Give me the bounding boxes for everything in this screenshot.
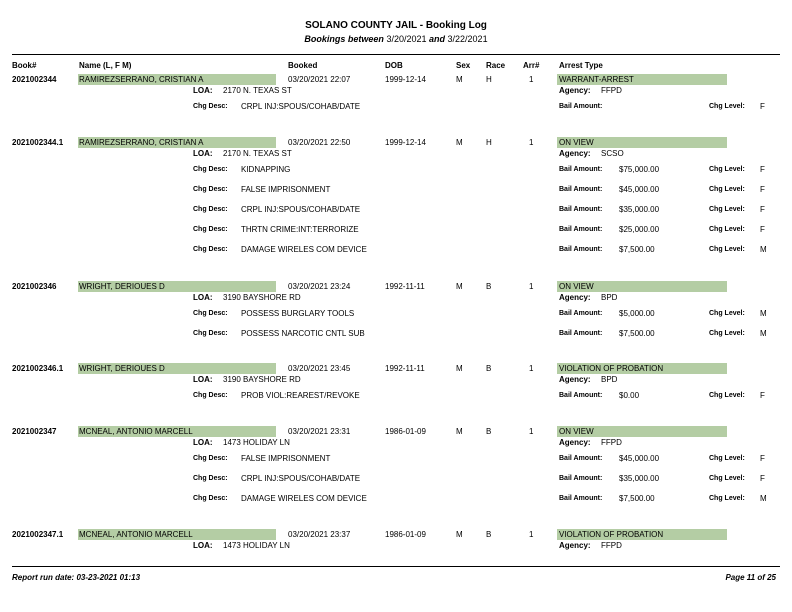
charge-level-label: Chg Level: bbox=[709, 455, 745, 462]
charge-desc-label: Chg Desc: bbox=[193, 103, 228, 110]
bail-amount: $7,500.00 bbox=[619, 245, 655, 254]
col-book: Book# bbox=[12, 61, 37, 70]
agency-value: SCSO bbox=[601, 149, 624, 158]
loa-address: 2170 N. TEXAS ST bbox=[223, 149, 292, 158]
inmate-name: WRIGHT, DERIOUES D bbox=[79, 364, 165, 373]
arrest-count: 1 bbox=[529, 364, 534, 373]
charge-level: M bbox=[760, 245, 767, 254]
col-race: Race bbox=[486, 61, 506, 70]
agency-value: BPD bbox=[601, 375, 618, 384]
charge-level-label: Chg Level: bbox=[709, 166, 745, 173]
charge-description: POSSESS NARCOTIC CNTL SUB bbox=[241, 329, 365, 338]
booked-datetime: 03/20/2021 23:37 bbox=[288, 530, 351, 539]
subtitle-prefix: Bookings between bbox=[304, 34, 384, 44]
inmate-name: MCNEAL, ANTONIO MARCELL bbox=[79, 427, 193, 436]
arrest-count: 1 bbox=[529, 75, 534, 84]
date-to: 3/22/2021 bbox=[447, 34, 488, 44]
charge-description: CRPL INJ:SPOUS/COHAB/DATE bbox=[241, 102, 361, 111]
charge-description: CRPL INJ:SPOUS/COHAB/DATE bbox=[241, 205, 361, 214]
agency-label: Agency: bbox=[559, 149, 591, 158]
charge-level: M bbox=[760, 494, 767, 503]
charge-level: F bbox=[760, 165, 765, 174]
charge-level-label: Chg Level: bbox=[709, 392, 745, 399]
bail-amount: $25,000.00 bbox=[619, 225, 660, 234]
agency-label: Agency: bbox=[559, 86, 591, 95]
footer-divider bbox=[12, 566, 780, 567]
col-dob: DOB bbox=[385, 61, 403, 70]
charge-desc-label: Chg Desc: bbox=[193, 455, 228, 462]
charge-desc-label: Chg Desc: bbox=[193, 226, 228, 233]
bail-amount-label: Bail Amount: bbox=[559, 330, 603, 337]
charge-level-label: Chg Level: bbox=[709, 475, 745, 482]
date-of-birth: 1992-11-11 bbox=[385, 364, 425, 373]
charge-level-label: Chg Level: bbox=[709, 206, 745, 213]
charge-desc-label: Chg Desc: bbox=[193, 475, 228, 482]
bail-amount: $5,000.00 bbox=[619, 309, 655, 318]
bail-amount-label: Bail Amount: bbox=[559, 166, 603, 173]
loa-label: LOA: bbox=[193, 541, 213, 550]
column-headers bbox=[0, 61, 792, 73]
sex-value: M bbox=[456, 427, 463, 436]
charge-level-label: Chg Level: bbox=[709, 103, 745, 110]
booked-datetime: 03/20/2021 23:31 bbox=[288, 427, 351, 436]
arrest-count: 1 bbox=[529, 427, 534, 436]
bail-amount-label: Bail Amount: bbox=[559, 103, 603, 110]
loa-address: 1473 HOLIDAY LN bbox=[223, 541, 290, 550]
charge-desc-label: Chg Desc: bbox=[193, 186, 228, 193]
arrest-type: WARRANT-ARREST bbox=[559, 75, 634, 84]
booking-number: 2021002346 bbox=[12, 282, 57, 291]
charge-level: F bbox=[760, 205, 765, 214]
arrest-count: 1 bbox=[529, 282, 534, 291]
report-run-date: Report run date: 03-23-2021 01:13 bbox=[12, 573, 141, 582]
date-of-birth: 1999-12-14 bbox=[385, 138, 426, 147]
bail-amount: $0.00 bbox=[619, 391, 640, 400]
loa-label: LOA: bbox=[193, 375, 213, 384]
charge-level-label: Chg Level: bbox=[709, 186, 745, 193]
loa-label: LOA: bbox=[193, 149, 213, 158]
bail-amount-label: Bail Amount: bbox=[559, 186, 603, 193]
booked-datetime: 03/20/2021 23:45 bbox=[288, 364, 351, 373]
booked-datetime: 03/20/2021 23:24 bbox=[288, 282, 351, 291]
booked-datetime: 03/20/2021 22:50 bbox=[288, 138, 351, 147]
charge-description: FALSE IMPRISONMENT bbox=[241, 185, 331, 194]
bail-amount-label: Bail Amount: bbox=[559, 246, 603, 253]
booking-number: 2021002344.1 bbox=[12, 138, 64, 147]
arrest-count: 1 bbox=[529, 138, 534, 147]
inmate-name: RAMIREZSERRANO, CRISTIAN A bbox=[79, 75, 204, 84]
charge-description: POSSESS BURGLARY TOOLS bbox=[241, 309, 355, 318]
charge-desc-label: Chg Desc: bbox=[193, 206, 228, 213]
race-value: B bbox=[486, 282, 492, 291]
agency-value: FFPD bbox=[601, 86, 622, 95]
booking-number: 2021002346.1 bbox=[12, 364, 64, 373]
bail-amount-label: Bail Amount: bbox=[559, 475, 603, 482]
arrest-type: ON VIEW bbox=[559, 427, 594, 436]
agency-value: FFPD bbox=[601, 541, 622, 550]
race-value: B bbox=[486, 530, 492, 539]
agency-label: Agency: bbox=[559, 438, 591, 447]
charge-description: PROB VIOL:REAREST/REVOKE bbox=[241, 391, 360, 400]
charge-description: DAMAGE WIRELES COM DEVICE bbox=[241, 494, 367, 503]
date-of-birth: 1986-01-09 bbox=[385, 427, 426, 436]
header-divider bbox=[12, 54, 780, 55]
loa-address: 3190 BAYSHORE RD bbox=[223, 293, 301, 302]
charge-level: F bbox=[760, 391, 765, 400]
inmate-name: RAMIREZSERRANO, CRISTIAN A bbox=[79, 138, 204, 147]
loa-address: 1473 HOLIDAY LN bbox=[223, 438, 290, 447]
booking-number: 2021002347 bbox=[12, 427, 57, 436]
date-of-birth: 1992-11-11 bbox=[385, 282, 425, 291]
date-of-birth: 1999-12-14 bbox=[385, 75, 426, 84]
bail-amount-label: Bail Amount: bbox=[559, 206, 603, 213]
col-name: Name (L, F M) bbox=[79, 61, 132, 70]
charge-level: M bbox=[760, 309, 767, 318]
sex-value: M bbox=[456, 75, 463, 84]
charge-description: CRPL INJ:SPOUS/COHAB/DATE bbox=[241, 474, 361, 483]
arrest-type: VIOLATION OF PROBATION bbox=[559, 364, 664, 373]
agency-label: Agency: bbox=[559, 375, 591, 384]
inmate-name: MCNEAL, ANTONIO MARCELL bbox=[79, 530, 193, 539]
charge-level: M bbox=[760, 329, 767, 338]
charge-desc-label: Chg Desc: bbox=[193, 246, 228, 253]
col-booked: Booked bbox=[288, 61, 318, 70]
charge-level-label: Chg Level: bbox=[709, 330, 745, 337]
charge-desc-label: Chg Desc: bbox=[193, 330, 228, 337]
booking-number: 2021002344 bbox=[12, 75, 57, 84]
charge-level-label: Chg Level: bbox=[709, 226, 745, 233]
sex-value: M bbox=[456, 364, 463, 373]
charge-level-label: Chg Level: bbox=[709, 310, 745, 317]
inmate-name: WRIGHT, DERIOUES D bbox=[79, 282, 165, 291]
race-value: B bbox=[486, 427, 492, 436]
charge-level: F bbox=[760, 102, 765, 111]
bail-amount-label: Bail Amount: bbox=[559, 455, 603, 462]
race-value: H bbox=[486, 138, 492, 147]
col-sex: Sex bbox=[456, 61, 471, 70]
bail-amount-label: Bail Amount: bbox=[559, 310, 603, 317]
arrest-count: 1 bbox=[529, 530, 534, 539]
agency-label: Agency: bbox=[559, 541, 591, 550]
bail-amount-label: Bail Amount: bbox=[559, 392, 603, 399]
race-value: H bbox=[486, 75, 492, 84]
bail-amount: $35,000.00 bbox=[619, 474, 660, 483]
date-from: 3/20/2021 bbox=[386, 34, 427, 44]
charge-desc-label: Chg Desc: bbox=[193, 495, 228, 502]
bail-amount: $75,000.00 bbox=[619, 165, 660, 174]
charge-description: KIDNAPPING bbox=[241, 165, 291, 174]
charge-description: THRTN CRIME:INT:TERRORIZE bbox=[241, 225, 359, 234]
agency-value: BPD bbox=[601, 293, 618, 302]
loa-label: LOA: bbox=[193, 86, 213, 95]
bail-amount: $7,500.00 bbox=[619, 494, 655, 503]
report-subtitle bbox=[0, 34, 792, 44]
loa-label: LOA: bbox=[193, 438, 213, 447]
arrest-type: VIOLATION OF PROBATION bbox=[559, 530, 664, 539]
report-title: SOLANO COUNTY JAIL - Booking Log bbox=[305, 20, 487, 31]
charge-description: DAMAGE WIRELES COM DEVICE bbox=[241, 245, 367, 254]
col-arrest-type: Arrest Type bbox=[559, 61, 603, 70]
charge-level-label: Chg Level: bbox=[709, 495, 745, 502]
bail-amount-label: Bail Amount: bbox=[559, 226, 603, 233]
col-arr: Arr# bbox=[523, 61, 540, 70]
bail-amount: $45,000.00 bbox=[619, 454, 660, 463]
page-number: Page 11 of 25 bbox=[725, 573, 776, 582]
charge-desc-label: Chg Desc: bbox=[193, 392, 228, 399]
charge-level: F bbox=[760, 185, 765, 194]
sex-value: M bbox=[456, 530, 463, 539]
bail-amount: $45,000.00 bbox=[619, 185, 660, 194]
agency-label: Agency: bbox=[559, 293, 591, 302]
loa-address: 2170 N. TEXAS ST bbox=[223, 86, 292, 95]
charge-level: F bbox=[760, 225, 765, 234]
booking-number: 2021002347.1 bbox=[12, 530, 64, 539]
charge-level: F bbox=[760, 474, 765, 483]
charge-level: F bbox=[760, 454, 765, 463]
bail-amount-label: Bail Amount: bbox=[559, 495, 603, 502]
charge-desc-label: Chg Desc: bbox=[193, 310, 228, 317]
charge-level-label: Chg Level: bbox=[709, 246, 745, 253]
agency-value: FFPD bbox=[601, 438, 622, 447]
bail-amount: $35,000.00 bbox=[619, 205, 660, 214]
sex-value: M bbox=[456, 282, 463, 291]
race-value: B bbox=[486, 364, 492, 373]
sex-value: M bbox=[456, 138, 463, 147]
booked-datetime: 03/20/2021 22:07 bbox=[288, 75, 351, 84]
arrest-type: ON VIEW bbox=[559, 138, 594, 147]
bail-amount: $7,500.00 bbox=[619, 329, 655, 338]
subtitle-and: and bbox=[429, 34, 446, 44]
loa-address: 3190 BAYSHORE RD bbox=[223, 375, 301, 384]
date-of-birth: 1986-01-09 bbox=[385, 530, 426, 539]
arrest-type: ON VIEW bbox=[559, 282, 594, 291]
charge-description: FALSE IMPRISONMENT bbox=[241, 454, 331, 463]
loa-label: LOA: bbox=[193, 293, 213, 302]
charge-desc-label: Chg Desc: bbox=[193, 166, 228, 173]
